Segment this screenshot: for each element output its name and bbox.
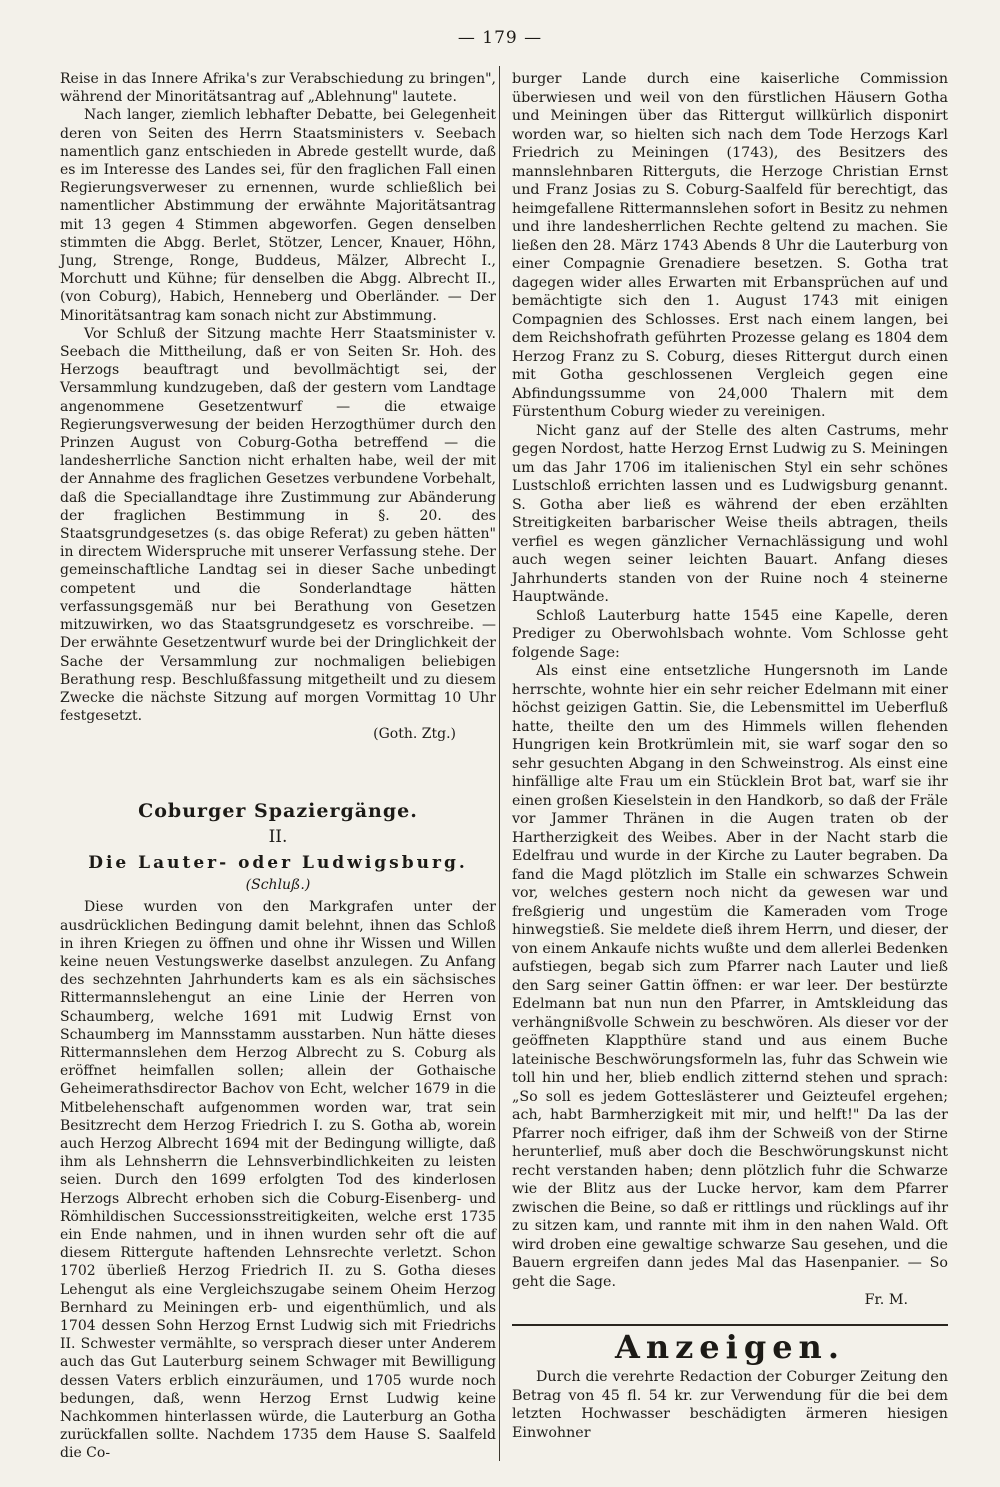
right-column	[512, 70, 948, 1442]
signature-line	[512, 1291, 948, 1310]
ads-header: Anzeigen.	[615, 1327, 845, 1366]
article-subtitle: (Schluß.)	[245, 877, 311, 894]
page-number: — 179 —	[457, 28, 543, 48]
left-column	[60, 70, 496, 1463]
section-title: Coburger Spaziergänge.	[138, 799, 418, 822]
paragraph: Als einst eine entsetzliche Hungersnoth im Lande herrschte, wohnte hier ein sehr reicher Edelmann mit einer höchst geizigen Gattin. Sie, die Lebensmittel im Ueberfluß hatte, theilte den um des Himmels willen flehenden Hungrigen kein Brotkrümlein mit, sie warf sogar den so sehr gesuchten Abgang in den Schweinstrog. Als einst eine hinfällige alte Frau um ein Stücklein Brot bat, warf sie ihr einen großen Kieselstein in den Handkorb, so daß der Fräle vor Jammer Thränen in die Augen traten ob der Hartherzigkeit des Weibes. Aber in der Nacht starb die Edelfrau und wurde in der Kirche zu Lauter begraben. Da fand die Magd plötzlich im Stalle ein schwarzes Schwein vor, welches gestern noch nicht da gewesen war und freßgierig und ungestüm die Kameraden vom Troge hinwegstieß. Sie meldete dieß ihrem Herrn, und dieser, der von einem Ankaufe nichts wußte und dem allerlei Bedenken aufstiegen, begab sich zum Pfarrer nach Lauter und ließ den Sarg seiner Gattin öffnen: er war leer. Der bestürzte Edelmann bat nun nun den Pfarrer, in Amtskleidung das verhängnißvolle Schwein zu beschwören. Als dieser vor der geöffneten Klappthüre stand und aus einem Buche lateinische Beschwörungsformeln las, fuhr das Schwein wie toll hin und her, blieb endlich zitternd stehen und sprach: „So soll es jedem Gotteslästerer und Geizteufel ergehen; ach, habt Barmherzigkeit mit mir, und helft!" Da las der Pfarrer noch eifriger, daß ihm der Schweiß von der Stirne herunterlief, muß aber doch die Beschwörungskunst nicht recht verstanden haben; denn plötzlich fuhr die Schwarze wie der Blitz aus der Lucke hervor, kam dem Pfarrer zwischen die Beine, so daß er rittlings und rücklings auf ihr zu sitzen kam, und rannte mit ihm in den nahen Wald. Oft wird droben eine gewaltige schwarze Sau gesehen, und die Bauern ergreifen dann jedes Mal das Hasenpanier. — So geht die Sage.	[512, 663, 948, 1290]
paragraph: Reise in das Innere Afrika's zur Verabschiedung zu bringen", während der Minoritätsantrag auf „Ablehnung" lautete.	[60, 71, 496, 106]
paragraph: burger Lande durch eine kaiserliche Commission überwiesen und weil von den fürstlichen Häusern Gotha und Meiningen über das Rittergut willkürlich disponirt worden war, so hielten sich nach dem Tode Herzogs Karl Friedrich zu Meiningen (1743), des Besitzers des mannslehnbaren Ritterguts, die Herzoge Christian Ernst und Franz Josias zu S. Coburg-Saalfeld für berechtigt, das heimgefallene Rittermannslehen sofort in Besitz zu nehmen und ihre landesherrlichen Rechte geltend zu machen. Sie ließen den 28. März 1743 Abends 8 Uhr die Lauterburg von einer Compagnie Grenadiere besetzen. S. Gotha trat dagegen wider alles Erwarten mit Erbansprüchen auf und bemächtigte sich den 1. August 1743 mit einigen Compagnien des Schlosses. Erst nach einem langen, bei dem Reichshofrath geführten Prozesse gelang es 1804 dem Herzog Franz zu S. Coburg, dieses Rittergut durch einen mit Gotha geschlossenen Vergleich gegen eine Abfindungssumme von 24,000 Thalern mit dem Fürstenthum Coburg wieder zu vereinigen.	[512, 71, 948, 420]
section-number: II.	[268, 826, 288, 847]
article-title: Die Lauter- oder Ludwigsburg.	[88, 852, 468, 873]
column-divider	[499, 66, 500, 1461]
section-separator	[512, 1324, 948, 1326]
source-citation: (Goth. Ztg.)	[373, 726, 456, 743]
paragraph: Vor Schluß der Sitzung machte Herr Staatsminister v. Seebach die Mittheilung, daß er von Seiten Sr. Hoh. des Herzogs beauftragt und bevollmächtigt sei, der Versammlung kundzugeben, daß der gestern vom Landtage angenommene Gesetzentwurf — die etwaige Regierungsverwesung der beiden Herzogthümer durch den Prinzen August von Coburg-Gotha betreffend — die landesherrliche Sanction nicht erhalten habe, weil der mit der Annahme des fraglichen Gesetzes verbundene Vorbehalt, daß die Speciallandtage ihre Zustimmung zur Abänderung der fraglichen Bestimmung in §. 20. des Staatsgrundgesetzes (s. das obige Referat) zu geben hätten" in directem Widerspruche mit unserer Verfassung stehe. Der gemeinschaftliche Landtag sei in dieser Sache unbedingt competent und die Sonderlandtage hätten verfassungsgemäß nur bei Berathung von Gesetzen mitzuwirken, wo das Staatsgrundgesetz es vorschreibe. — Der erwähnte Gesetzentwurf wurde bei der Dringlichkeit der Sache der Versammlung zur nochmaligen beliebigen Berathung resp. Beschlußfassung mitgetheilt und zu diesem Zwecke die nächste Sitzung auf morgen Vormittag 10 Uhr festgesetzt.	[60, 325, 496, 725]
paragraph: Diese wurden von den Markgrafen unter der ausdrücklichen Bedingung damit belehnt, ihnen das Schloß in ihren Kriegen zu öffnen und ohne ihr Wissen und Willen keine neuen Vestungswerke daselbst anzulegen. Zu Anfang des sechzehnten Jahrhunderts kam es als ein sächsisches Rittermannslehengut an eine Linie der Herren von Schaumberg, welche 1691 mit Ludwig Ernst von Schaumberg im Mannsstamm ausstarben. Nun hätte dieses Rittermannslehen dem Herzog Albrecht zu S. Coburg als eröffnet heimfallen sollen; allein der Gothaische Geheimerathsdirector Bachov von Echt, welcher 1679 in die Mitbelehenschaft aufgenommen worden war, trat sein Besitzrecht dem Herzog Friedrich I. zu S. Gotha ab, worein auch Herzog Albrecht 1694 mit der Bedingung willigte, daß ihm als Lehnsherrn die Lehnsverbindlichkeiten zu leisten seien. Durch den 1699 erfolgten Tod des kinderlosen Herzogs Albrecht erhoben sich die Coburg-Eisenberg- und Römhildischen Successionsstreitigkeiten, welche erst 1735 ein Ende nahmen, und in ihnen wurden sehr oft die auf diesem Rittergute haftenden Lehnsrechte verletzt. Schon 1702 überließ Herzog Friedrich II. zu S. Gotha dieses Lehengut als eine Vergleichszugabe seinem Oheim Herzog Bernhard zu Meiningen erb- und eigenthümlich, und als 1704 dessen Sohn Herzog Ernst Ludwig sich mit Friedrichs II. Schwester vermählte, so versprach dieser unter Anderem auch das Gut Lauterburg seinem Schwager mit Bewilligung dessen Vaters erblich einzuräumen, und 1705 wurde noch bedungen, daß, wenn Herzog Ernst Ludwig keine Nachkommen hinterlassen würde, die Lauterburg an Gotha zurückfallen sollte. Nachdem 1735 dem Hause S. Saalfeld die Co-	[60, 899, 496, 1462]
paragraph: Schloß Lauterburg hatte 1545 eine Kapelle, deren Prediger zu Oberwohlsbach wohnte. Vom Schlosse geht folgende Sage:	[512, 607, 948, 661]
author-signature: Fr. M.	[864, 1292, 908, 1308]
paragraph: Nicht ganz auf der Stelle des alten Castrums, mehr gegen Nordost, hatte Herzog Ernst Ludwig zu S. Meiningen um das Jahr 1706 im italienischen Styl ein sehr schönes Lustschloß errichten lassen und es Ludwigsburg genannt. S. Gotha aber ließ es während der eben erzählten Streitigkeiten barbarischer Weise theils abtragen, theils verfiel es wegen gänzlicher Vernachlässigung und wohl auch wegen seiner leichten Bauart. Anfang dieses Jahrhunderts standen von der Ruine noch 4 steinerne Hauptwände.	[512, 422, 948, 605]
paragraph: Durch die verehrte Redaction der Coburger Zeitung den Betrag von 45 fl. 54 kr. zur Verwendung für die bei dem letzten Hochwasser beschädigten ärmeren hiesigen Einwohner	[512, 1369, 948, 1441]
paragraph: Nach langer, ziemlich lebhafter Debatte, bei Gelegenheit deren von Seiten des Herrn Staatsministers v. Seebach namentlich ganz entschieden in Abrede gestellt wurde, daß es im Interesse des Landes sei, für den fraglichen Fall einen Regierungsverweser zu ernennen, wurde schließlich bei namentlicher Abstimmung der erwähnte Majoritätsantrag mit 13 gegen 4 Stimmen abgeworfen. Gegen denselben stimmten die Abgg. Berlet, Stötzer, Lencer, Knauer, Höhn, Jung, Strenge, Ronge, Buddeus, Mälzer, Albrecht I., Morchutt und Kühne; für denselben die Abgg. Albrecht II., (von Coburg), Habich, Henneberg und Oberländer. — Der Minoritätsantrag kam sonach nicht zur Abstimmung.	[60, 107, 496, 324]
